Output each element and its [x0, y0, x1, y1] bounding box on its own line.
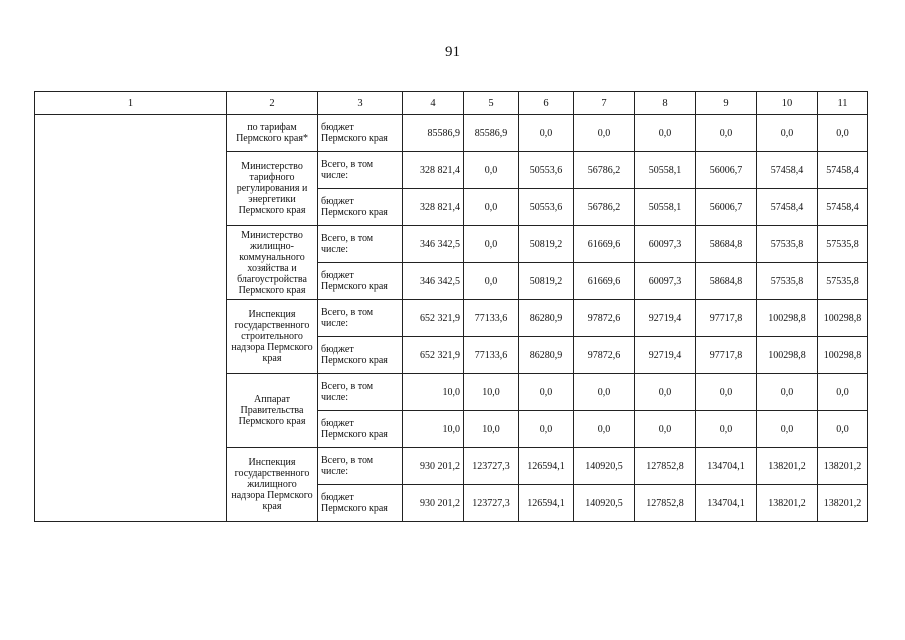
funding-source-cell: бюджет Пермского края	[318, 485, 403, 522]
header-cell: 10	[757, 92, 818, 115]
funding-source-cell: бюджет Пермского края	[318, 337, 403, 374]
funding-source-cell: Всего, в том числе:	[318, 226, 403, 263]
value-cell: 140920,5	[574, 448, 635, 485]
value-cell: 138201,2	[757, 485, 818, 522]
executor-name-cell: Министерство тарифного регулирования и энергетики Пермского края	[227, 152, 318, 226]
value-cell: 0,0	[696, 411, 757, 448]
value-cell: 140920,5	[574, 485, 635, 522]
header-cell: 6	[519, 92, 574, 115]
value-cell: 92719,4	[635, 337, 696, 374]
value-cell: 134704,1	[696, 448, 757, 485]
funding-source-cell: Всего, в том числе:	[318, 374, 403, 411]
value-cell: 328 821,4	[403, 152, 464, 189]
header-cell: 11	[818, 92, 868, 115]
value-cell: 0,0	[696, 115, 757, 152]
value-cell: 0,0	[818, 115, 868, 152]
value-cell: 56786,2	[574, 152, 635, 189]
value-cell: 50819,2	[519, 226, 574, 263]
value-cell: 86280,9	[519, 300, 574, 337]
value-cell: 50819,2	[519, 263, 574, 300]
header-cell: 1	[35, 92, 227, 115]
executor-name-cell: по тарифам Пермского края*	[227, 115, 318, 152]
value-cell: 0,0	[757, 411, 818, 448]
value-cell: 57458,4	[818, 189, 868, 226]
value-cell: 10,0	[403, 411, 464, 448]
value-cell: 126594,1	[519, 485, 574, 522]
value-cell: 0,0	[635, 115, 696, 152]
budget-table	[34, 91, 868, 522]
value-cell: 0,0	[635, 374, 696, 411]
value-cell: 930 201,2	[403, 448, 464, 485]
value-cell: 0,0	[574, 374, 635, 411]
executor-name-cell: Аппарат Правительства Пермского края	[227, 374, 318, 448]
value-cell: 77133,6	[464, 300, 519, 337]
funding-source-cell: бюджет Пермского края	[318, 189, 403, 226]
value-cell: 0,0	[818, 411, 868, 448]
value-cell: 0,0	[757, 115, 818, 152]
page-number: 91	[445, 44, 460, 60]
value-cell: 100298,8	[818, 337, 868, 374]
value-cell: 0,0	[464, 189, 519, 226]
executor-name-cell: Министерство жилищно-коммунального хозяйства и благоустройства Пермского края	[227, 226, 318, 300]
value-cell: 97872,6	[574, 300, 635, 337]
value-cell: 138201,2	[757, 448, 818, 485]
header-cell: 7	[574, 92, 635, 115]
value-cell: 56006,7	[696, 189, 757, 226]
value-cell: 10,0	[403, 374, 464, 411]
value-cell: 127852,8	[635, 485, 696, 522]
value-cell: 930 201,2	[403, 485, 464, 522]
funding-source-cell: Всего, в том числе:	[318, 300, 403, 337]
value-cell: 0,0	[464, 263, 519, 300]
value-cell: 61669,6	[574, 226, 635, 263]
value-cell: 50558,1	[635, 152, 696, 189]
value-cell: 57535,8	[818, 226, 868, 263]
value-cell: 10,0	[464, 411, 519, 448]
value-cell: 10,0	[464, 374, 519, 411]
value-cell: 127852,8	[635, 448, 696, 485]
value-cell: 57535,8	[757, 263, 818, 300]
value-cell: 97872,6	[574, 337, 635, 374]
value-cell: 0,0	[757, 374, 818, 411]
funding-source-cell: бюджет Пермского края	[318, 115, 403, 152]
executor-name-cell: Инспекция государственного строительного надзора Пермского края	[227, 300, 318, 374]
funding-source-cell: Всего, в том числе:	[318, 448, 403, 485]
value-cell: 56006,7	[696, 152, 757, 189]
value-cell: 0,0	[519, 115, 574, 152]
value-cell: 100298,8	[757, 300, 818, 337]
value-cell: 138201,2	[818, 485, 868, 522]
header-cell: 3	[318, 92, 403, 115]
value-cell: 60097,3	[635, 263, 696, 300]
value-cell: 57535,8	[757, 226, 818, 263]
value-cell: 77133,6	[464, 337, 519, 374]
header-cell: 5	[464, 92, 519, 115]
value-cell: 85586,9	[403, 115, 464, 152]
value-cell: 86280,9	[519, 337, 574, 374]
table-header-row	[35, 92, 868, 115]
table-row	[35, 115, 868, 152]
value-cell: 123727,3	[464, 485, 519, 522]
funding-source-cell: Всего, в том числе:	[318, 152, 403, 189]
value-cell: 56786,2	[574, 189, 635, 226]
value-cell: 85586,9	[464, 115, 519, 152]
value-cell: 97717,8	[696, 300, 757, 337]
value-cell: 0,0	[464, 152, 519, 189]
value-cell: 0,0	[574, 115, 635, 152]
value-cell: 57535,8	[818, 263, 868, 300]
value-cell: 652 321,9	[403, 300, 464, 337]
value-cell: 0,0	[635, 411, 696, 448]
value-cell: 60097,3	[635, 226, 696, 263]
value-cell: 0,0	[519, 411, 574, 448]
header-cell: 4	[403, 92, 464, 115]
header-cell: 9	[696, 92, 757, 115]
value-cell: 57458,4	[757, 189, 818, 226]
value-cell: 50558,1	[635, 189, 696, 226]
value-cell: 0,0	[574, 411, 635, 448]
funding-source-cell: бюджет Пермского края	[318, 411, 403, 448]
header-cell: 2	[227, 92, 318, 115]
value-cell: 92719,4	[635, 300, 696, 337]
value-cell: 57458,4	[757, 152, 818, 189]
value-cell: 50553,6	[519, 189, 574, 226]
value-cell: 346 342,5	[403, 263, 464, 300]
value-cell: 346 342,5	[403, 226, 464, 263]
value-cell: 58684,8	[696, 226, 757, 263]
value-cell: 134704,1	[696, 485, 757, 522]
value-cell: 126594,1	[519, 448, 574, 485]
value-cell: 138201,2	[818, 448, 868, 485]
value-cell: 328 821,4	[403, 189, 464, 226]
value-cell: 0,0	[519, 374, 574, 411]
value-cell: 100298,8	[757, 337, 818, 374]
funding-source-cell: бюджет Пермского края	[318, 263, 403, 300]
blank-column-cell	[35, 115, 227, 522]
executor-name-cell: Инспекция государственного жилищного надзора Пермского края	[227, 448, 318, 522]
value-cell: 0,0	[696, 374, 757, 411]
value-cell: 50553,6	[519, 152, 574, 189]
value-cell: 0,0	[464, 226, 519, 263]
value-cell: 61669,6	[574, 263, 635, 300]
value-cell: 0,0	[818, 374, 868, 411]
value-cell: 652 321,9	[403, 337, 464, 374]
value-cell: 100298,8	[818, 300, 868, 337]
value-cell: 123727,3	[464, 448, 519, 485]
header-cell: 8	[635, 92, 696, 115]
value-cell: 58684,8	[696, 263, 757, 300]
value-cell: 57458,4	[818, 152, 868, 189]
value-cell: 97717,8	[696, 337, 757, 374]
